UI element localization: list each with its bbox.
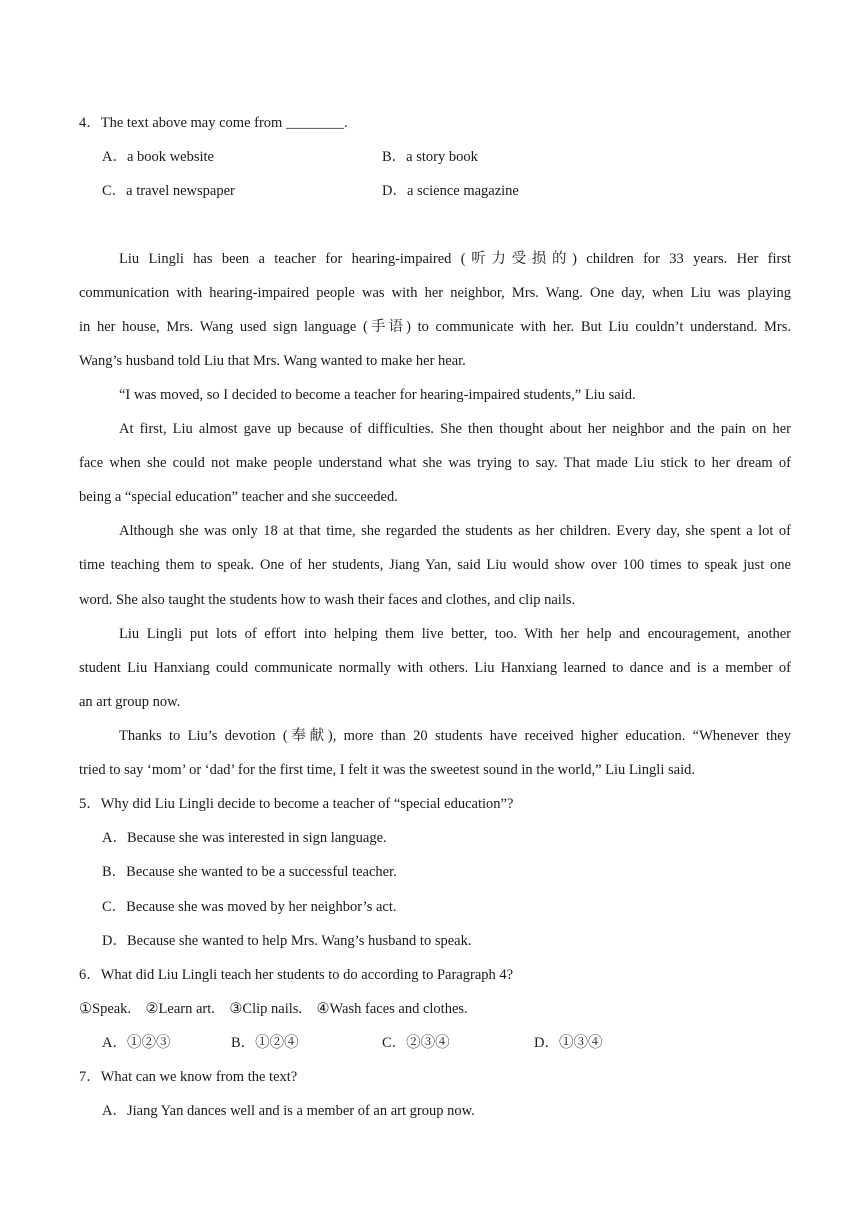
question-6-option-d: D．①③④: [534, 1035, 603, 1051]
passage-p6-line: tried to say ‘mom’ or ‘dad’ for the first time, I felt it was the sweetest sound in the world,” Liu Lingli said.: [79, 762, 695, 778]
question-6-items: ①Speak. ②Learn art. ③Clip nails. ④Wash faces and clothes.: [79, 1001, 468, 1017]
passage-p5-line: student Liu Hanxiang could communicate normally with others. Liu Hanxiang learned to dance and is a member of: [79, 660, 791, 676]
question-5-option-a: A．Because she was interested in sign language.: [102, 830, 387, 846]
passage-p6-line: Thanks to Liu’s devotion (奉献), more than 20 students have received higher education. “Whenever they: [119, 728, 791, 744]
question-5-option-b: B．Because she wanted to be a successful teacher.: [102, 864, 397, 880]
question-5-option-d: D．Because she wanted to help Mrs. Wang’s husband to speak.: [102, 933, 472, 949]
question-7-option-a: A．Jiang Yan dances well and is a member of an art group now.: [102, 1103, 475, 1119]
passage-p5-line: an art group now.: [79, 694, 181, 710]
question-5-stem: 5．Why did Liu Lingli decide to become a teacher of “special education”?: [79, 796, 514, 812]
passage-p5-line: Liu Lingli put lots of effort into helping them live better, too. With her help and encouragement, another: [119, 626, 791, 642]
question-4-stem: 4．The text above may come from ________.: [79, 115, 348, 131]
question-6-stem: 6．What did Liu Lingli teach her students to do according to Paragraph 4?: [79, 967, 514, 983]
passage-p1-line: communication with hearing-impaired people was with her neighbor, Mrs. Wang. One day, when Liu was playing: [79, 285, 791, 301]
passage-p4-line: time teaching them to speak. One of her students, Jiang Yan, said Liu would show over 100 times to speak just one: [79, 557, 791, 573]
passage-p3-line: At first, Liu almost gave up because of difficulties. She then thought about her neighbor and the pain on her: [119, 421, 791, 437]
passage-p4-line: word. She also taught the students how to wash their faces and clothes, and clip nails.: [79, 592, 576, 608]
question-6-option-a: A．①②③: [102, 1035, 171, 1051]
question-7-stem: 7．What can we know from the text?: [79, 1069, 298, 1085]
question-6-option-b: B．①②④: [231, 1035, 299, 1051]
passage-p3-line: face when she could not make people understand what she was trying to say. That made Liu stick to her dream of: [79, 455, 791, 471]
question-4-option-a: A．a book website: [102, 149, 214, 165]
question-5-option-c: C．Because she was moved by her neighbor’s act.: [102, 899, 397, 915]
passage-p1-line: Wang’s husband told Liu that Mrs. Wang wanted to make her hear.: [79, 353, 466, 369]
question-6-option-c: C．②③④: [382, 1035, 450, 1051]
question-4-option-b: B．a story book: [382, 149, 478, 165]
passage-p1-line: Liu Lingli has been a teacher for hearing-impaired (听力受损的) children for 33 years. Her first: [119, 251, 791, 267]
passage-p4-line: Although she was only 18 at that time, she regarded the students as her children. Every day, she spent a lot of: [119, 523, 791, 539]
question-4-option-d: D．a science magazine: [382, 183, 519, 199]
passage-p3-line: being a “special education” teacher and she succeeded.: [79, 489, 398, 505]
passage-p2-line: “I was moved, so I decided to become a teacher for hearing-impaired students,” Liu said.: [119, 387, 636, 403]
passage-p1-line: in her house, Mrs. Wang used sign language (手语) to communicate with her. But Liu couldn’t understand. Mrs.: [79, 319, 791, 335]
question-4-option-c: C．a travel newspaper: [102, 183, 235, 199]
